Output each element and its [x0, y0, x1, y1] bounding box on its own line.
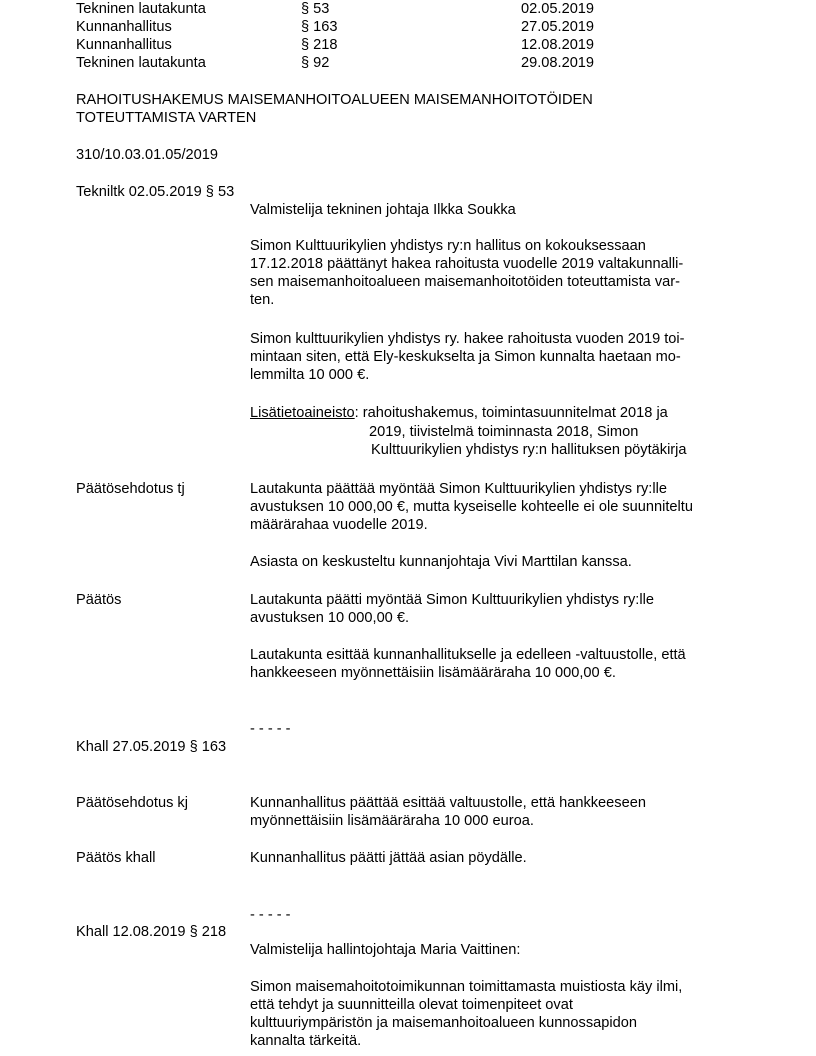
history-section: § 92 — [301, 55, 330, 71]
paragraph-line: Simon Kulttuurikylien yhdistys ry:n hallitus on kokouksessaan — [250, 238, 646, 254]
paragraph-line: sen maisemanhoitoalueen maisemanhoitotöiden toteuttamista var- — [250, 274, 680, 290]
paragraph-line: lemmilta 10 000 €. — [250, 367, 370, 383]
section-header: Tekniltk 02.05.2019 § 53 — [76, 184, 235, 200]
paragraph-line: että tehdyt ja suunnitteilla olevat toimenpiteet ovat — [250, 997, 573, 1013]
info-label: Lisätietoaineisto — [250, 405, 355, 421]
info-line: Kulttuurikylien yhdistys ry:n hallituksen pöytäkirja — [371, 442, 687, 458]
info-line — [250, 404, 668, 422]
paragraph-line: Lautakunta päätti myöntää Simon Kulttuurikylien yhdistys ry:lle — [250, 592, 654, 608]
paragraph-line: Lautakunta päättää myöntää Simon Kulttuurikylien yhdistys ry:lle — [250, 481, 667, 497]
section-header: Khall 27.05.2019 § 163 — [76, 739, 227, 755]
paragraph-line: Lautakunta esittää kunnanhallitukselle ja edelleen -valtuustolle, että — [250, 647, 686, 663]
proposal-label: Päätösehdotus kj — [76, 795, 188, 811]
info-text: : rahoitushakemus, toimintasuunnitelmat 2018 ja — [354, 405, 668, 421]
paragraph-line: myönnettäisiin lisämääräraha 10 000 euroa. — [250, 813, 534, 829]
proposal-note: Asiasta on keskusteltu kunnanjohtaja Vivi Marttilan kanssa. — [250, 554, 632, 570]
history-body: Kunnanhallitus — [76, 19, 172, 35]
history-section: § 163 — [301, 19, 338, 35]
history-date: 29.08.2019 — [521, 55, 595, 71]
paragraph-line: 17.12.2018 päättänyt hakea rahoitusta vuodelle 2019 valtakunnalli- — [250, 256, 684, 272]
paragraph-line: kulttuuriympäristön ja maisemanhoitoalueen kunnossapidon — [250, 1015, 637, 1031]
separator: - - - - - — [250, 721, 291, 737]
decision-label: Päätös khall — [76, 850, 156, 866]
proposal-label: Päätösehdotus tj — [76, 481, 185, 497]
history-body: Tekninen lautakunta — [76, 55, 206, 71]
paragraph-line: avustuksen 10 000,00 €, mutta kyseiselle kohteelle ei ole suunniteltu — [250, 499, 693, 515]
history-section: § 53 — [301, 1, 330, 17]
paragraph-line: määrärahaa vuodelle 2019. — [250, 517, 428, 533]
document-title-line: TOTEUTTAMISTA VARTEN — [76, 110, 257, 126]
paragraph-line: Kunnanhallitus päättää esittää valtuustolle, että hankkeeseen — [250, 795, 646, 811]
paragraph-line: mintaan siten, että Ely-keskukselta ja Simon kunnalta haetaan mo- — [250, 349, 681, 365]
history-body: Tekninen lautakunta — [76, 1, 206, 17]
preparer: Valmistelija hallintojohtaja Maria Vaittinen: — [250, 942, 521, 958]
info-line: 2019, tiivistelmä toiminnasta 2018, Simon — [369, 424, 639, 440]
paragraph-line: hankkeeseen myönnettäisiin lisämääräraha 10 000,00 €. — [250, 665, 616, 681]
decision-label: Päätös — [76, 592, 122, 608]
history-date: 02.05.2019 — [521, 1, 595, 17]
paragraph-line: Kunnanhallitus päätti jättää asian pöydälle. — [250, 850, 527, 866]
preparer: Valmistelija tekninen johtaja Ilkka Soukka — [250, 202, 516, 218]
separator: - - - - - — [250, 907, 291, 923]
diary-number: 310/10.03.01.05/2019 — [76, 147, 219, 163]
paragraph-line: ten. — [250, 292, 275, 308]
paragraph-line: Simon maisemahoitotoimikunnan toimittamasta muistiosta käy ilmi, — [250, 979, 683, 995]
history-body: Kunnanhallitus — [76, 37, 172, 53]
history-section: § 218 — [301, 37, 338, 53]
section-header: Khall 12.08.2019 § 218 — [76, 924, 227, 940]
history-date: 12.08.2019 — [521, 37, 595, 53]
paragraph-line: kannalta tärkeitä. — [250, 1033, 362, 1049]
paragraph-line: avustuksen 10 000,00 €. — [250, 610, 410, 626]
history-date: 27.05.2019 — [521, 19, 595, 35]
document-title-line: RAHOITUSHAKEMUS MAISEMANHOITOALUEEN MAISEMANHOITOTÖIDEN — [76, 92, 593, 108]
paragraph-line: Simon kulttuurikylien yhdistys ry. hakee rahoitusta vuoden 2019 toi- — [250, 331, 685, 347]
